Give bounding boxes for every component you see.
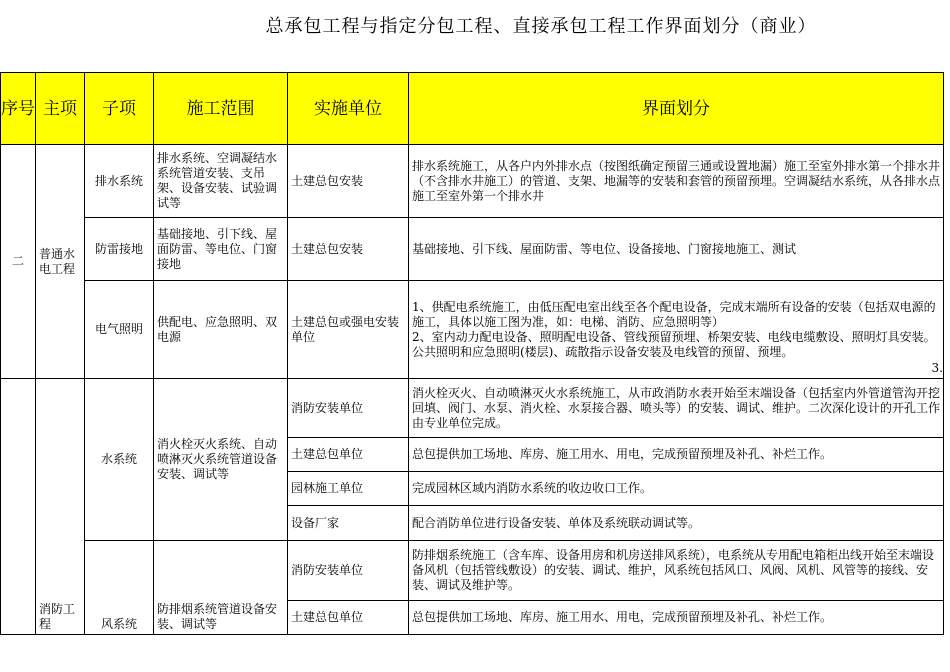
group-main: 普通水电工程 <box>36 145 85 379</box>
header-seq: 序号 <box>1 73 36 145</box>
unit-cell: 土建总包安装 <box>288 145 409 218</box>
overflow-fragment: 3. <box>931 361 943 375</box>
table-row <box>1 145 944 218</box>
interface-division-table <box>0 72 944 635</box>
header-sub: 子项 <box>85 73 154 145</box>
sub-item: 防雷接地 <box>85 218 154 281</box>
unit-cell: 园林施工单位 <box>288 472 409 506</box>
unit-cell: 消防安装单位 <box>288 541 409 601</box>
scope-cell: 排水系统、空调凝结水系统管道安装、支吊架、设备安装、试验调试等 <box>154 145 288 218</box>
division-cell: 总包提供加工场地、库房、施工用水、用电，完成预留预埋及补孔、补烂工作。 <box>409 438 944 472</box>
sub-item: 电气照明 <box>85 281 154 379</box>
unit-cell: 土建总包单位 <box>288 601 409 635</box>
unit-cell: 设备厂家 <box>288 506 409 541</box>
scope-cell: 基础接地、引下线、屋面防雷、等电位、门窗接地 <box>154 218 288 281</box>
table-row <box>1 541 944 601</box>
spreadsheet <box>0 72 950 672</box>
scope-cell: 供配电、应急照明、双电源 <box>154 281 288 379</box>
division-cell: 排水系统施工，从各户内外排水点（按图纸确定预留三通或设置地漏）施工至室外排水第一个排水井（不含排水井施工）的管道、支架、地漏等的安装和套管的预留预埋。空调凝结水系统，从各排水点施工至室外第一个排水井 <box>409 145 944 218</box>
header-scope: 施工范围 <box>154 73 288 145</box>
division-cell: 配合消防单位进行设备安装、单体及系统联动调试等。 <box>409 506 944 541</box>
page-title: 总承包工程与指定分包工程、直接承包工程工作界面划分（商业） <box>265 16 817 37</box>
group-seq-empty <box>1 379 36 635</box>
unit-cell: 土建总包单位 <box>288 438 409 472</box>
header-main: 主项 <box>36 73 85 145</box>
division-cell: 完成园林区域内消防水系统的收边收口工作。 <box>409 472 944 506</box>
group-seq: 二 <box>1 145 36 379</box>
division-cell: 基础接地、引下线、屋面防雷、等电位、设备接地、门窗接地施工、测试 <box>409 218 944 281</box>
group-main: 消防工程 <box>36 379 85 635</box>
header-unit: 实施单位 <box>288 73 409 145</box>
division-cell: 总包提供加工场地、库房、施工用水、用电，完成预留预埋及补孔、补烂工作。 <box>409 601 944 635</box>
table-row <box>1 218 944 281</box>
header-row <box>1 73 944 145</box>
table-row <box>1 281 944 379</box>
division-cell: 消火栓灭火、自动喷淋灭火水系统施工，从市政消防水表开始至末端设备（包括室内外管道管沟开挖回填、阀门、水泵、消火栓、水泵接合器、喷头等）的安装、调试、维护。二次深化设计的开孔工作由专业单位完成。 <box>409 379 944 438</box>
division-text: 1、供配电系统施工，由低压配电室出线至各个配电设备，完成末端所有设备的安装（包括双电源的施工，具体以施工图为准，如：电梯、消防、应急照明等） 2、室内动力配电设备、照明配电设备、管线预留预埋、桥架安装、电线电缆敷设、照明灯具安装。 公共照明和应急照明(楼层)、疏散指示设备安装及电线管的预留、预埋。 <box>412 299 936 359</box>
division-cell: 防排烟系统施工（含车库、设备用房和机房送排风系统），电系统从专用配电箱柜出线开始至末端设备风机（包括管线敷设）的安装、调试、维护，风系统包括风口、风阀、风机、风管等的接线、安装、调试及维护等。 <box>409 541 944 601</box>
table-row <box>1 379 944 438</box>
sub-item: 水系统 <box>85 379 154 541</box>
scope-cell: 防排烟系统管道设备安装、调试等 <box>154 541 288 635</box>
header-division: 界面划分 <box>409 73 944 145</box>
sub-item: 排水系统 <box>85 145 154 218</box>
scope-cell: 消火栓灭火系统、自动喷淋灭火系统管道设备安装、调试等 <box>154 379 288 541</box>
unit-cell: 消防安装单位 <box>288 379 409 438</box>
sub-item: 风系统 <box>85 541 154 635</box>
division-cell <box>409 281 944 379</box>
unit-cell: 土建总包或强电安装单位 <box>288 281 409 379</box>
unit-cell: 土建总包安装 <box>288 218 409 281</box>
